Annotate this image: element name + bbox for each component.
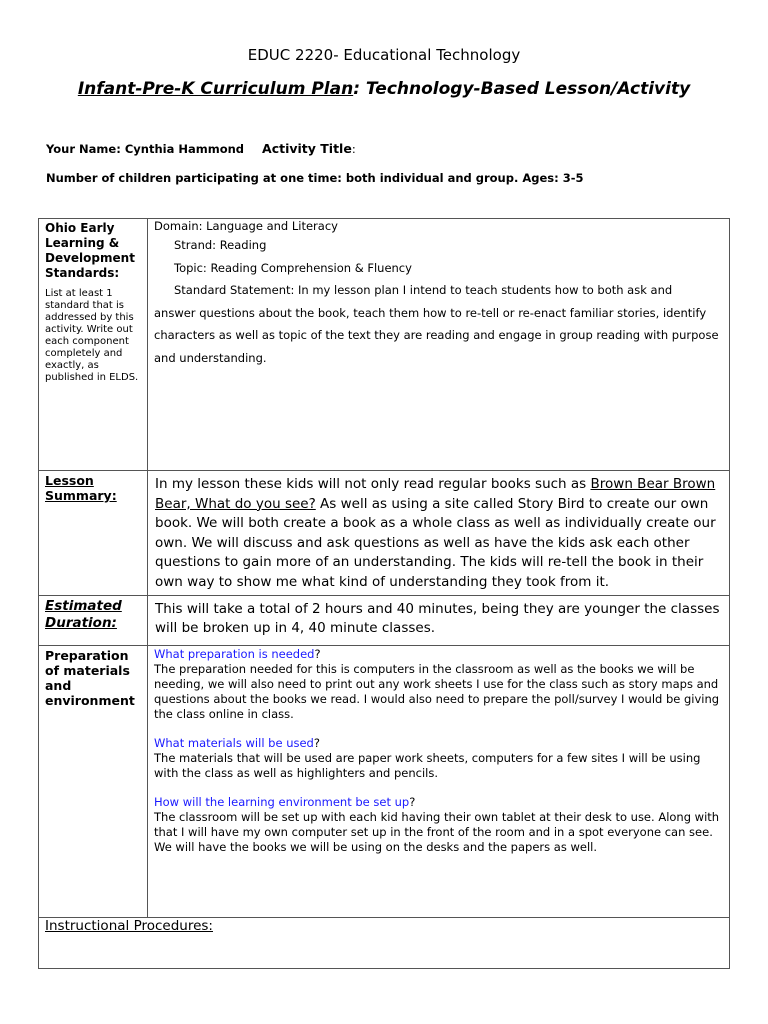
question-mark: ? xyxy=(314,647,321,661)
environment-answer: The classroom will be set up with each kid having their own tablet at their desk to use. Along with that I will have my own computer set up in the front of the room and in a spot everyone can see. We will have the books we will be using on the desks and the papers as well. xyxy=(154,810,720,854)
lesson-activity-title: : Technology-Based Lesson/Activity xyxy=(353,79,691,99)
standards-label-cell xyxy=(39,219,148,471)
standard-statement-rest: answer questions about the book, teach them how to re-tell or re-enact familiar stories, identify characters as well as topic of the text they are reading and engage in group reading with purpose and understanding. xyxy=(154,305,719,365)
preparation-answer: The preparation needed for this is computers in the classroom as well as the books we will be needing, we will also need to print out any work sheets I use for the class such as story maps and questions about the books we read. I would also need to prepare the poll/survey I would be giving the class online in class. xyxy=(154,662,720,721)
curriculum-plan-title: Infant-Pre-K Curriculum Plan xyxy=(77,79,354,99)
book-title: Brown Bear Brown Bear, What do you see? xyxy=(155,476,716,512)
summary-label: Lesson Summary: xyxy=(45,473,117,503)
preparation-label: Preparation of materials and environment xyxy=(45,648,135,708)
preparation-question: What preparation is needed xyxy=(154,647,315,661)
name-line xyxy=(46,141,356,156)
environment-block xyxy=(154,795,721,855)
standards-row xyxy=(39,219,730,471)
strand-text: Strand: Reading xyxy=(174,238,267,252)
materials-answer: The materials that will be used are paper work sheets, computers for a few sites I will be using with the class as well as highlighters and pencils. xyxy=(154,751,701,780)
summary-text-b: As well as using a site called Story Bird to create our own book. We will both create a book as a whole class as well as individually create our own. We will discuss and ask questions as well as have the kids ask each other questions to gain more of an understanding. The kids will re-tell the book in their own way to show me what kind of understanding they took from it. xyxy=(155,495,716,590)
name-label: Your Name: xyxy=(46,142,121,156)
environment-question: How will the learning environment be set up xyxy=(154,795,410,809)
name-value: Cynthia Hammond xyxy=(124,142,245,156)
question-mark: ? xyxy=(313,736,320,750)
curriculum-plan-table xyxy=(38,218,730,969)
duration-label: Estimated Duration: xyxy=(45,598,122,631)
standards-note: List at least 1 standard that is addressed by this activity. Write out each component completely and exactly, as published in ELDS. xyxy=(45,288,139,383)
domain-text: Domain: Language and Literacy xyxy=(154,219,338,233)
duration-row xyxy=(39,596,730,646)
page-subtitle xyxy=(0,79,768,99)
preparation-row xyxy=(39,646,730,918)
summary-label-cell xyxy=(39,471,148,596)
instructional-row xyxy=(39,918,730,969)
summary-content-cell xyxy=(148,471,730,596)
materials-question: What materials will be used xyxy=(154,736,314,750)
materials-block xyxy=(154,736,721,781)
activity-title-colon: : xyxy=(351,142,356,156)
participants-line: Number of children participating at one time: both individual and group. Ages: 3-5 xyxy=(46,171,584,185)
duration-text: This will take a total of 2 hours and 40 minutes, being they are younger the classes will be broken up in 4, 40 minute classes. xyxy=(155,601,720,636)
summary-text-a: In my lesson these kids will not only read regular books such as xyxy=(155,476,591,492)
summary-row xyxy=(39,471,730,596)
preparation-content-cell xyxy=(148,646,730,918)
standards-content-cell xyxy=(148,219,730,471)
activity-title-label: Activity Title xyxy=(262,141,352,156)
instructional-label: Instructional Procedures: xyxy=(45,918,213,934)
preparation-needed-block xyxy=(154,647,721,722)
duration-label-cell xyxy=(39,596,148,646)
course-title: EDUC 2220- Educational Technology xyxy=(247,46,521,64)
standard-statement-first-line: Standard Statement: In my lesson plan I intend to teach students how to both ask and xyxy=(174,283,673,297)
instructional-cell xyxy=(39,918,730,969)
question-mark: ? xyxy=(409,795,416,809)
topic-text: Topic: Reading Comprehension & Fluency xyxy=(174,260,412,275)
standards-label: Ohio Early Learning & Development Standards: xyxy=(45,221,135,280)
preparation-label-cell xyxy=(39,646,148,918)
duration-content-cell xyxy=(148,596,730,646)
